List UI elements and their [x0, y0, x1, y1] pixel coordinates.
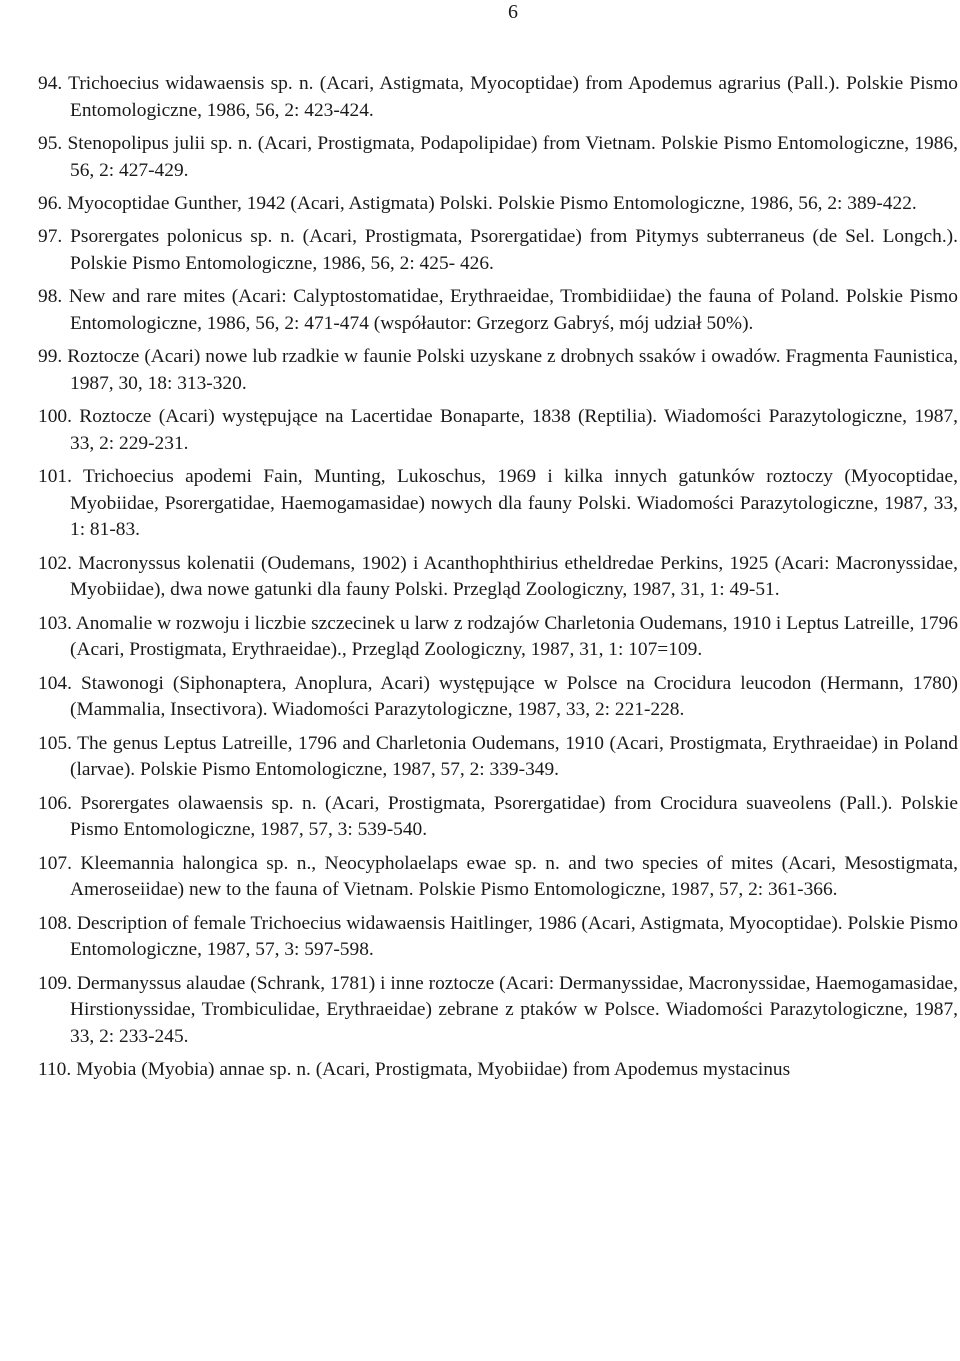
bibliography-entry: [38, 191, 958, 218]
entry-number: 94.: [38, 73, 63, 94]
entry-text: Stawonogi (Siphonaptera, Anoplura, Acari) występujące w Polsce na Crocidura leucodon (Hermann, 1780) (Mammalia, Insectivora). Wiadomości Parazytologiczne, 1987, 33, 2: 221-228.: [70, 672, 958, 721]
entry-text: Description of female Trichoecius widawaensis Haitlinger, 1986 (Acari, Astigmata, Myocoptidae). Polskie Pismo Entomologiczne, 1987, 57, 3: 597-598.: [70, 912, 958, 961]
bibliography-entry: [38, 851, 958, 904]
entry-number: 109.: [38, 972, 72, 994]
entry-text: Psorergates olawaensis sp. n. (Acari, Prostigmata, Psorergatidae) from Crocidura suaveolens (Pall.). Polskie Pismo Entomologiczne, 1987, 57, 3: 539-540.: [70, 792, 958, 841]
bibliography-entry: [38, 71, 958, 124]
bibliography-entry: [38, 404, 958, 457]
entry-number: 97.: [38, 226, 63, 248]
entry-number: 107.: [38, 852, 72, 874]
entry-text: Myobia (Myobia) annae sp. n. (Acari, Prostigmata, Myobiidae) from Apodemus mystacinus: [76, 1059, 791, 1081]
bibliography-entry: [38, 1057, 958, 1084]
entry-text: Kleemannia halongica sp. n., Neocypholaelaps ewae sp. n. and two species of mites (Acari, Mesostigmata, Ameroseiidae) new to the fauna of Vietnam. Polskie Pismo Entomologiczne, 1987, 57, 2: 361-366.: [70, 852, 958, 901]
bibliography-entry: [38, 344, 958, 397]
entry-number: 102.: [38, 552, 72, 574]
entry-text: Dermanyssus alaudae (Schrank, 1781) i inne roztocze (Acari: Dermanyssidae, Macronyssidae, Haemogamasidae, Hirstionyssidae, Trombiculidae, Erythraeidae) zebrane z ptaków w Polsce. Wiadomości Parazytologiczne, 1987, 33, 2: 233-245.: [70, 972, 958, 1047]
entry-text: The genus Leptus Latreille, 1796 and Charletonia Oudemans, 1910 (Acari, Prostigmata, Erythraeidae) in Poland (larvae). Polskie Pismo Entomologiczne, 1987, 57, 2: 339-349.: [70, 732, 959, 781]
bibliography-entry: [38, 224, 958, 277]
bibliography-entry: [38, 611, 958, 664]
entry-number: 103.: [38, 612, 72, 634]
entry-number: 101.: [38, 466, 72, 488]
bibliography-entry: [38, 791, 958, 844]
entry-number: 105.: [38, 732, 72, 754]
entry-text: Trichoecius apodemi Fain, Munting, Lukoschus, 1969 i kilka innych gatunków roztoczy (Myocoptidae, Myobiidae, Psorergatidae, Haemogamasidae) nowych dla fauny Polski. Wiadomości Parazytologiczne, 1987, 33, 1: 81-83.: [70, 466, 958, 541]
entry-number: 96.: [38, 192, 63, 214]
entry-text: Psorergates polonicus sp. n. (Acari, Prostigmata, Psorergatidae) from Pitymys subterraneus (de Sel. Longch.). Polskie Pismo Entomologiczne, 1986, 56, 2: 425- 426.: [70, 226, 958, 274]
entry-text: Myocoptidae Gunther, 1942 (Acari, Astigmata) Polski. Polskie Pismo Entomologiczne, 1986, 56, 2: 389-422.: [67, 192, 917, 214]
entry-number: 108.: [38, 912, 72, 934]
bibliography-entry: [38, 551, 958, 604]
entry-text: Macronyssus kolenatii (Oudemans, 1902) i Acanthophthirius etheldredae Perkins, 1925 (Acari: Macronyssidae, Myobiidae), dwa nowe gatunki dla fauny Polski. Przegląd Zoologiczny, 1987, 31, 1: 49-51.: [70, 552, 958, 601]
entry-number: 106.: [38, 792, 72, 814]
bibliography-entry: [38, 911, 958, 964]
page-number: 6: [508, 1, 518, 23]
bibliography-entry: [38, 464, 958, 544]
entry-number: 100.: [38, 406, 72, 428]
entry-text: Anomalie w rozwoju i liczbie szczecinek u larw z rodzajów Charletonia Oudemans, 1910 i Leptus Latreille, 1796 (Acari, Prostigmata, Erythraeidae)., Przegląd Zoologiczny, 1987, 31, 1: 107=109.: [70, 612, 958, 661]
entry-number: 95.: [38, 132, 63, 154]
bibliography-entry: [38, 971, 958, 1051]
bibliography-entry: [38, 284, 958, 337]
entry-number: 104.: [38, 672, 72, 694]
entry-text: Stenopolipus julii sp. n. (Acari, Prostigmata, Podapolipidae) from Vietnam. Polskie Pismo Entomologiczne, 1986, 56, 2: 427-429.: [67, 132, 958, 181]
entry-text: New and rare mites (Acari: Calyptostomatidae, Erythraeidae, Trombidiidae) the fauna of Poland. Polskie Pismo Entomologiczne, 1986, 56, 2: 471-474 (współautor: Grzegorz Gabryś, mój udział 50%).: [68, 286, 958, 334]
entry-text: Roztocze (Acari) nowe lub rzadkie w faunie Polski uzyskane z drobnych ssaków i owadów. Fragmenta Faunistica, 1987, 30, 18: 313-320.: [67, 346, 958, 394]
entry-text: Trichoecius widawaensis sp. n. (Acari, Astigmata, Myocoptidae) from Apodemus agrarius (Pall.). Polskie Pismo Entomologiczne, 1986, 56, 2: 423-424.: [68, 73, 958, 121]
bibliography-list: [38, 71, 958, 1091]
bibliography-entry: [38, 131, 958, 184]
bibliography-entry: [38, 731, 958, 784]
bibliography-entry: [38, 671, 958, 724]
entry-number: 98.: [38, 286, 63, 308]
entry-number: 99.: [38, 346, 63, 368]
entry-text: Roztocze (Acari) występujące na Lacertidae Bonaparte, 1838 (Reptilia). Wiadomości Parazytologiczne, 1987, 33, 2: 229-231.: [70, 406, 958, 454]
entry-number: 110.: [38, 1059, 72, 1081]
